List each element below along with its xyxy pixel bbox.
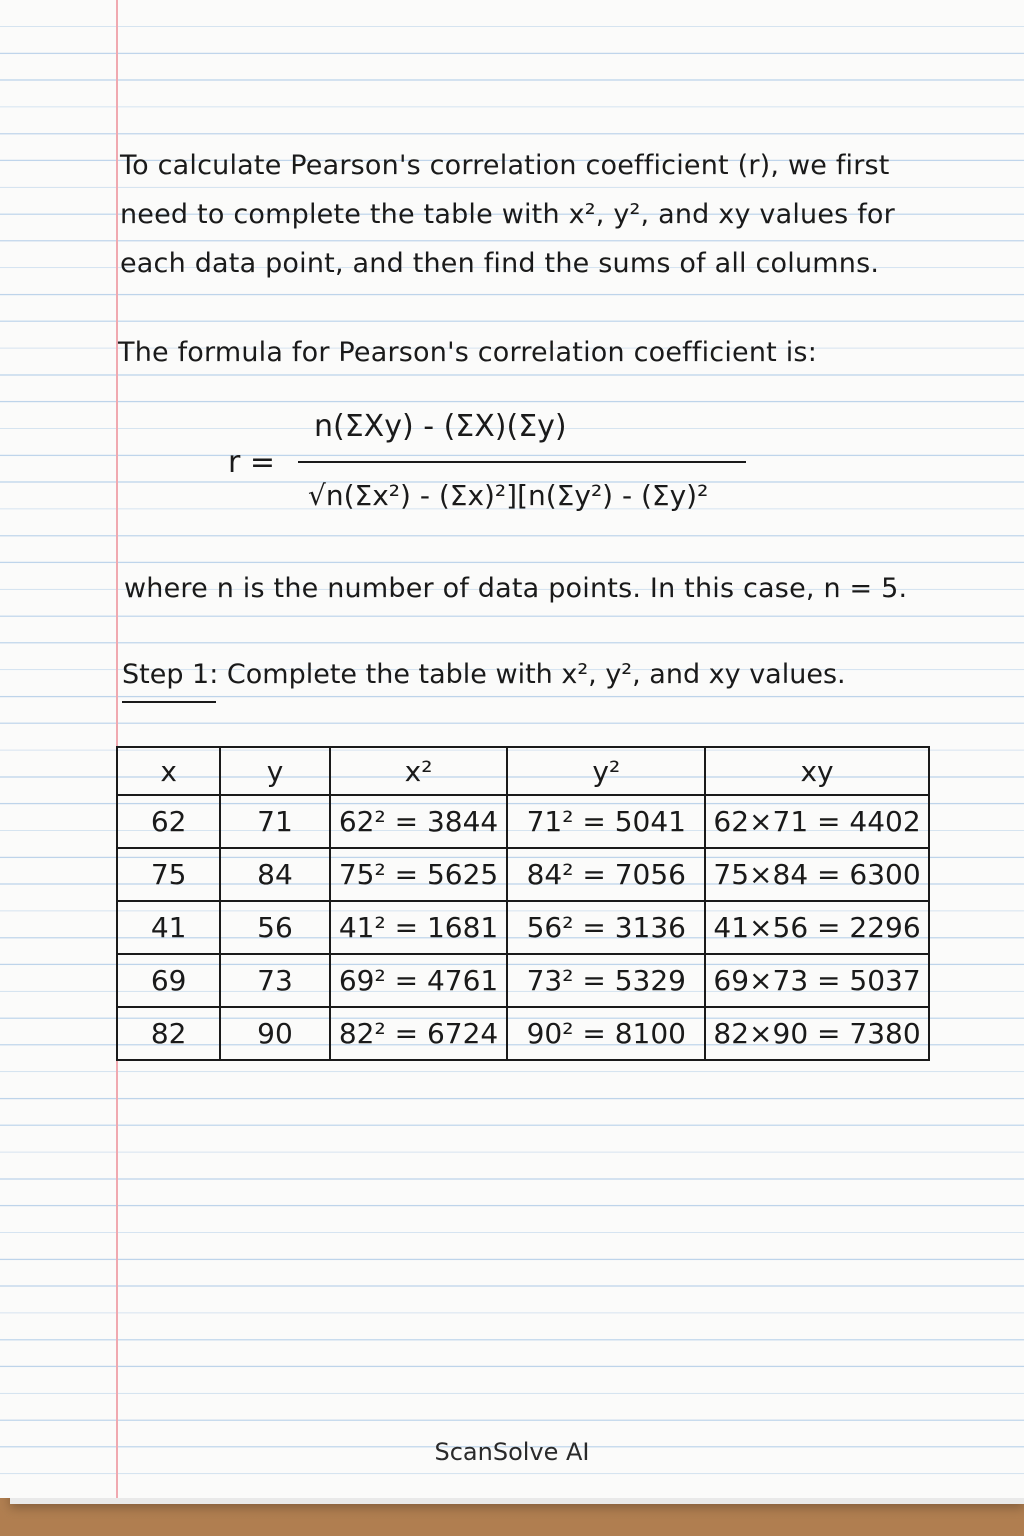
table-row [117,795,929,848]
header-x-squared: x² [330,747,508,795]
cell-x-squared: 62² = 3844 [330,795,508,848]
formula-denominator: √n(Σx²) - (Σx)²][n(Σy²) - (Σy)² [308,479,709,512]
step-label: Step 1: [122,650,218,699]
cell-x: 75 [117,848,220,901]
cell-y-squared: 56² = 3136 [507,901,705,954]
intro-paragraph: To calculate Pearson's correlation coefficient (r), we first need to complete the table with x², y², and xy values for each data point, and then find the sums of all columns. [120,150,895,279]
cell-y: 90 [220,1007,329,1060]
cell-y-squared: 90² = 8100 [507,1007,705,1060]
cell-x-squared: 82² = 6724 [330,1007,508,1060]
cell-x-squared: 69² = 4761 [330,954,508,1007]
cell-y: 71 [220,795,329,848]
cell-xy: 41×56 = 2296 [705,901,929,954]
cell-y-squared: 71² = 5041 [507,795,705,848]
cell-x-squared: 75² = 5625 [330,848,508,901]
cell-y: 84 [220,848,329,901]
cell-x: 62 [117,795,220,848]
data-table [116,746,930,1061]
where-text: where n is the number of data points. In this case, n = 5. [124,573,908,604]
step-1-line [122,650,846,699]
cell-y-squared: 73² = 5329 [507,954,705,1007]
pearson-formula [228,405,768,535]
cell-y: 73 [220,954,329,1007]
header-x: x [117,747,220,795]
formula-lhs: r = [228,445,276,480]
table-row [117,954,929,1007]
table-row [117,848,929,901]
step-text: Complete the table with x², y², and xy values. [218,659,846,690]
cell-x: 41 [117,901,220,954]
header-y-squared: y² [507,747,705,795]
header-xy: xy [705,747,929,795]
header-y: y [220,747,329,795]
scansolve-watermark: ScanSolve AI [434,1438,590,1466]
formula-numerator: n(ΣXy) - (ΣX)(Σy) [314,409,567,444]
cell-x: 82 [117,1007,220,1060]
cell-x: 69 [117,954,220,1007]
cell-y: 56 [220,901,329,954]
formula-intro-text: The formula for Pearson's correlation coefficient is: [118,337,817,368]
table-row [117,1007,929,1060]
cell-x-squared: 41² = 1681 [330,901,508,954]
cell-xy: 75×84 = 6300 [705,848,929,901]
cell-y-squared: 84² = 7056 [507,848,705,901]
cell-xy: 82×90 = 7380 [705,1007,929,1060]
cell-xy: 62×71 = 4402 [705,795,929,848]
table-header-row [117,747,929,795]
fraction-bar [298,461,746,463]
cell-xy: 69×73 = 5037 [705,954,929,1007]
table-row [117,901,929,954]
